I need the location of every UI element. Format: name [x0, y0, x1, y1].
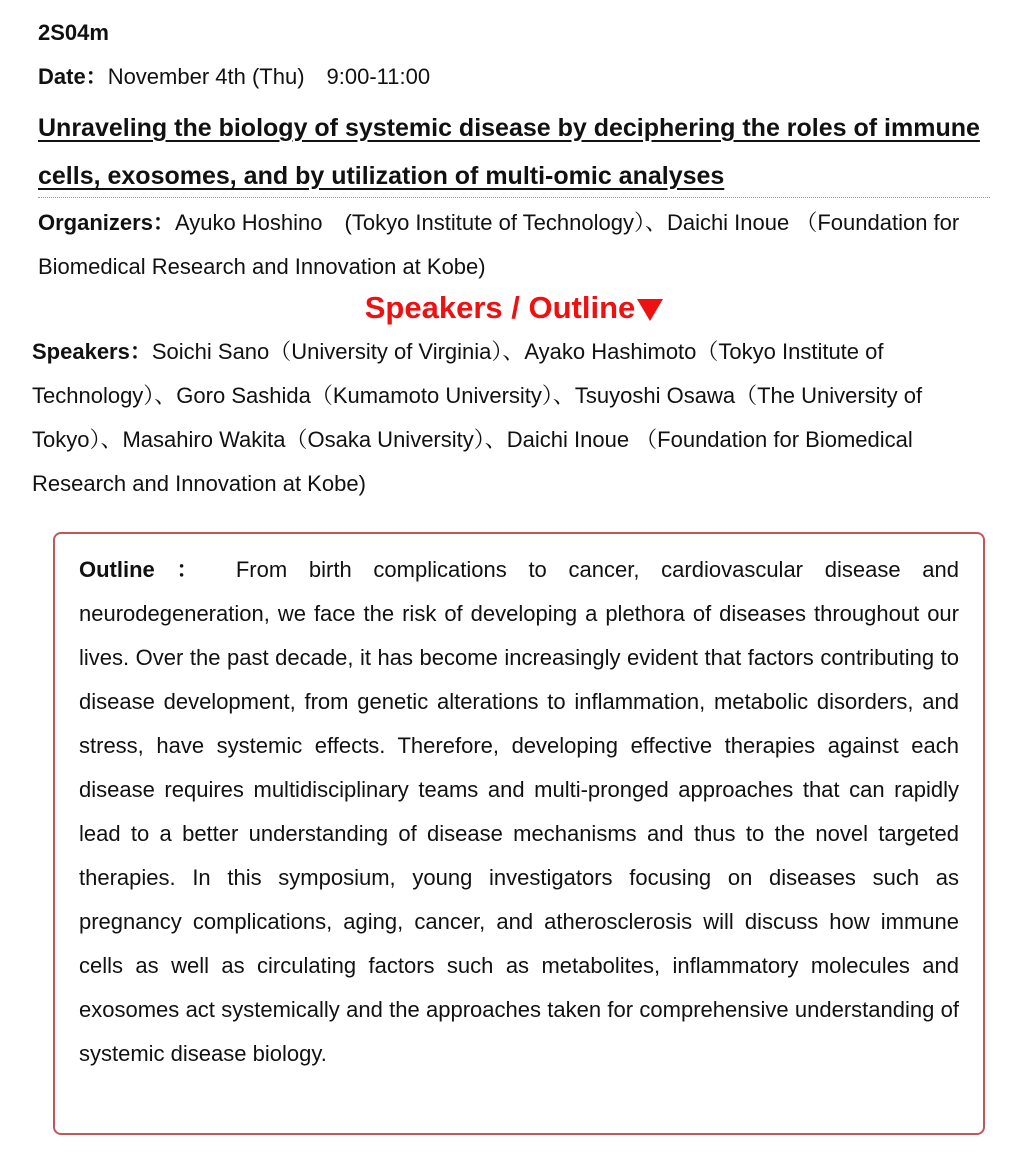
organizers — [38, 201, 978, 289]
date-label: Date： — [38, 64, 108, 89]
speakers-value: Soichi Sano（University of Virginia）、Ayako Hashimoto（Tokyo Institute of Technology）、Goro Sashida（Kumamoto University）、Tsuyoshi Osawa（The University of Tokyo）、Masahiro Wakita（Osaka University）、Daichi Inoue （Foundation for Biomedical Research and Innovation at Kobe) — [32, 339, 923, 496]
outline-paragraph — [79, 548, 959, 1076]
triangle-down-icon — [637, 299, 663, 321]
section-heading-text: Speakers / Outline — [364, 290, 636, 325]
session-code: 2S04m — [38, 20, 109, 45]
date-value: November 4th (Thu) 9:00-11:00 — [107, 64, 431, 89]
outline-box — [53, 532, 985, 1135]
outline-label: Outline ： — [79, 557, 215, 582]
speakers-label: Speakers： — [32, 339, 152, 364]
session-title: Unraveling the biology of systemic disease by deciphering the roles of immune cells, exosomes, and by utilization of multi-omic analyses — [38, 114, 980, 190]
outline-text: From birth complications to cancer, cardiovascular disease and neurodegeneration, we face the risk of developing a plethora of diseases throughout our lives. Over the past decade, it has become increasingly evident that factors contributing to disease development, from genetic alterations to inflammation, metabolic disorders, and stress, have systemic effects. Therefore, developing effective therapies against each disease requires multidisciplinary teams and multi-pronged approaches that can rapidly lead to a better understanding of disease mechanisms and thus to the novel targeted therapies. In this symposium, young investigators focusing on diseases such as pregnancy complications, aging, cancer, and atherosclerosis will discuss how immune cells as well as circulating factors such as metabolites, inflammatory molecules and exosomes act systemically and the approaches taken for comprehensive understanding of systemic disease biology. — [79, 557, 959, 1066]
session-date — [38, 62, 430, 92]
speakers-outline-toggle[interactable] — [0, 287, 1028, 329]
speakers — [32, 330, 982, 506]
organizers-label: Organizers： — [38, 210, 175, 235]
organizers-value: Ayuko Hoshino (Tokyo Institute of Technology）、Daichi Inoue （Foundation for Biomedical Research and Innovation at Kobe) — [38, 210, 960, 279]
title-divider — [38, 197, 990, 198]
